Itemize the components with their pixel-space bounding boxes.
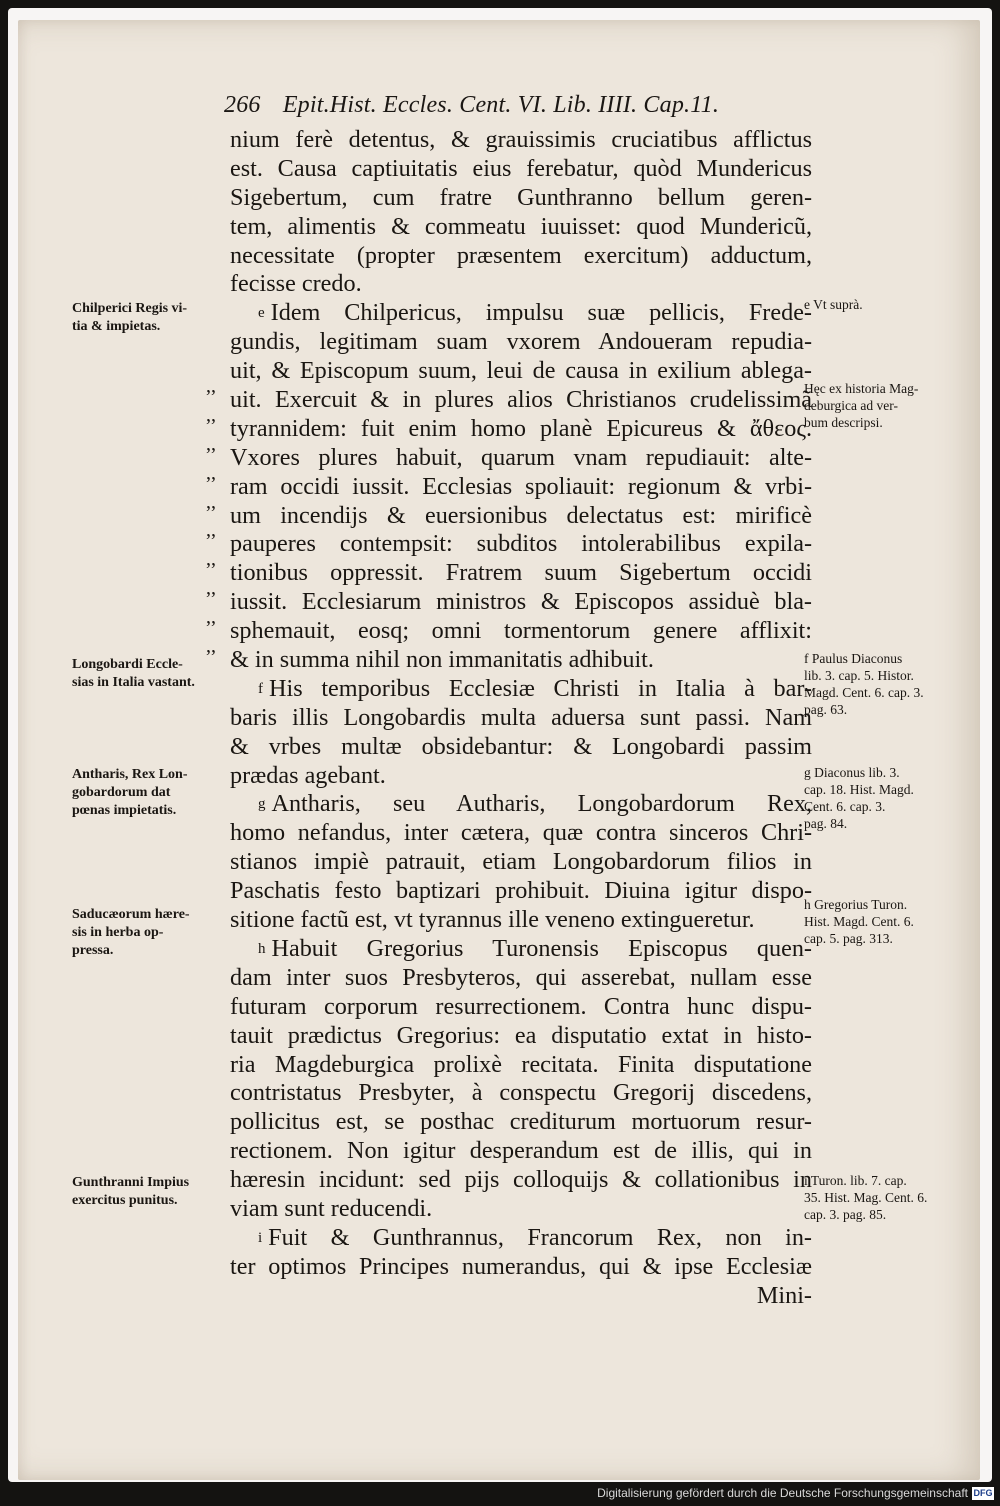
- line-text: sphemauit, eosq; omni tormentorum genere afflixit:: [230, 617, 812, 645]
- line-text: Paschatis festo baptizari prohibuit. Diuina igitur dispo-: [230, 877, 812, 905]
- text-line: [230, 1051, 812, 1080]
- margin-note-line: Gunthranni Impius: [72, 1175, 190, 1190]
- margin-note-line: Antharis, Rex Lon-: [72, 767, 188, 782]
- dfg-logo: DFG: [973, 1488, 993, 1498]
- right-margin-note: [804, 1172, 974, 1223]
- text-line: [230, 1224, 812, 1253]
- margin-note-line: Cent. 6. cap. 3.: [804, 799, 886, 814]
- text-line: [230, 906, 812, 935]
- quote-mark: ,,: [206, 548, 216, 571]
- text-line: [230, 502, 812, 531]
- running-header: [224, 92, 814, 126]
- text-line: [230, 1137, 812, 1166]
- line-text: & in summa nihil non immanitatis adhibuit.: [230, 646, 654, 674]
- text-line: [230, 473, 812, 502]
- margin-note-line: exercitus punitus.: [72, 1193, 178, 1208]
- quote-mark: ,,: [206, 519, 216, 542]
- text-line: [230, 704, 812, 733]
- line-text: rectionem. Non igitur desperandum est de illis, qui in: [230, 1137, 812, 1165]
- line-text: uit, & Episcopum suum, leui de causa in exilium ablega-: [230, 357, 812, 385]
- text-line: [230, 877, 812, 906]
- margin-note-line: Magd. Cent. 6. cap. 3.: [804, 685, 924, 700]
- margin-note-line: cap. 3. pag. 85.: [804, 1207, 887, 1222]
- quote-mark: ,,: [206, 403, 216, 426]
- line-text: Sigebertum, cum fratre Gunthranno bellum geren-: [230, 183, 812, 211]
- line-text: tauit prædictus Gregorius: ea disputatio extat in histo-: [230, 1021, 812, 1049]
- margin-note-line: Hist. Magd. Cent. 6.: [804, 914, 914, 929]
- footnote-letter: h: [258, 940, 266, 957]
- text-line: [230, 184, 812, 213]
- text-line: [230, 299, 812, 328]
- line-text: ter optimos Principes numerandus, qui & ipse Ecclesiæ: [230, 1252, 812, 1280]
- text-line: [230, 935, 812, 964]
- right-margin-note: [804, 650, 974, 718]
- left-margin-note: [72, 656, 232, 692]
- line-text: prædas agebant.: [230, 761, 386, 789]
- text-line: [230, 588, 812, 617]
- quotation-marks-column: [206, 372, 228, 661]
- text-line: [230, 357, 812, 386]
- text-line: [230, 1195, 812, 1224]
- margin-note-line: pœnas impietatis.: [72, 803, 177, 818]
- line-text: contristatus Presbyter, à conspectu Gregorij discedens,: [230, 1079, 812, 1107]
- margin-note-line: h Gregorius Turon.: [804, 897, 908, 912]
- text-line: [230, 790, 812, 819]
- text-line: [230, 1282, 812, 1311]
- line-text: Habuit Gregorius Turonensis Episcopus quen-: [271, 934, 812, 962]
- line-text: nium ferè detentus, & grauissimis cruciatibus afflictus: [230, 126, 812, 153]
- text-line: [230, 559, 812, 588]
- quote-mark: ,,: [206, 432, 216, 455]
- line-text: viam sunt reducendi.: [230, 1194, 433, 1222]
- text-line: [230, 415, 812, 444]
- text-line: [230, 964, 812, 993]
- text-line: [230, 444, 812, 473]
- text-line: [230, 1253, 812, 1282]
- text-line: [230, 733, 812, 762]
- right-margin-note: [804, 764, 974, 832]
- text-line: [230, 762, 812, 791]
- margin-note-line: g Diaconus lib. 3.: [804, 765, 900, 780]
- quote-mark: ,,: [206, 606, 216, 629]
- text-line: [230, 993, 812, 1022]
- line-text: ria Magdeburgica prolixè recitata. Finita disputatione: [230, 1050, 812, 1078]
- quote-mark: ,,: [206, 461, 216, 484]
- left-margin-note: [72, 766, 232, 820]
- line-text: hæresin incidunt: sed pijs colloquijs & collationibus in: [230, 1166, 812, 1194]
- margin-note-line: sias in Italia vastant.: [72, 675, 195, 690]
- funding-credit: Digitalisierung gefördert durch die Deutsche Forschungsgemeinschaft: [597, 1486, 968, 1500]
- margin-note-line: f Paulus Diaconus: [804, 651, 903, 666]
- margin-note-line: tia & impietas.: [72, 319, 161, 334]
- line-text: est. Causa captiuitatis eius ferebatur, quòd Mundericus: [230, 154, 812, 182]
- running-title: Epit.Hist. Eccles. Cent. VI. Lib. IIII. Cap.11.: [282, 92, 720, 118]
- text-line: [230, 213, 812, 242]
- left-margin-note: [72, 1174, 232, 1210]
- text-line: [230, 1022, 812, 1051]
- line-text: gundis, legitimam suam vxorem Andoueram repudia-: [230, 328, 812, 356]
- right-margin-note: [804, 896, 974, 947]
- margin-note-line: i Turon. lib. 7. cap.: [804, 1173, 907, 1188]
- line-text: Mini-: [756, 1281, 812, 1309]
- margin-note-line: e Vt suprà.: [804, 297, 863, 312]
- right-margin-note: [804, 380, 974, 431]
- text-line: [230, 530, 812, 559]
- text-line: [230, 848, 812, 877]
- margin-note-line: bum descripsi.: [804, 415, 883, 430]
- line-text: tyrannidem: fuit enim homo planè Epicureus & ἄθεος.: [230, 414, 812, 442]
- text-line: [230, 126, 812, 155]
- margin-note-line: Longobardi Eccle-: [72, 657, 183, 672]
- text-line: [230, 675, 812, 704]
- footnote-letter: i: [258, 1229, 263, 1246]
- line-text: His temporibus Ecclesiæ Christi in Italia à bar-: [269, 674, 812, 702]
- margin-note-line: pag. 84.: [804, 816, 848, 831]
- line-text: pauperes contempsit: subditos intolerabilibus expila-: [230, 530, 812, 558]
- footnote-letter: e: [258, 305, 265, 322]
- text-line: [230, 242, 812, 271]
- line-text: homo nefandus, inter cætera, quæ contra sinceros Chri-: [230, 819, 812, 847]
- quote-mark: ,,: [206, 375, 216, 397]
- line-text: um incendijs & euersionibus delectatus est: mirificè: [230, 501, 812, 529]
- text-line: [230, 819, 812, 848]
- line-text: ram occidi iussit. Ecclesias spoliauit: regionum & vrbi-: [230, 472, 812, 500]
- line-text: Antharis, seu Autharis, Longobardorum Rex,: [271, 790, 812, 818]
- text-line: [230, 1108, 812, 1137]
- footnote-letter: g: [258, 796, 266, 813]
- text-line: [230, 328, 812, 357]
- margin-note-line: sis in herba op-: [72, 925, 164, 940]
- right-margin-note: [804, 296, 974, 313]
- line-text: tionibus oppressit. Fratrem suum Sigebertum occidi: [230, 559, 812, 587]
- quote-mark: ,,: [206, 635, 216, 658]
- text-line: [230, 1166, 812, 1195]
- margin-note-line: lib. 3. cap. 5. Histor.: [804, 668, 914, 683]
- text-line: [230, 1079, 812, 1108]
- text-line: [230, 386, 812, 415]
- line-text: Idem Chilpericus, impulsu suæ pellicis, Frede-: [270, 299, 812, 327]
- quote-mark: ,,: [206, 577, 216, 600]
- line-text: necessitate (propter præsentem exercitum) adductum,: [230, 241, 812, 269]
- margin-note-line: Saducæorum hære-: [72, 907, 190, 922]
- margin-note-line: Hęc ex historia Mag-: [804, 381, 919, 396]
- line-text: sitione factũ est, vt tyrannus ille veneno extingueretur.: [230, 906, 755, 934]
- text-line: [230, 617, 812, 646]
- line-text: Fuit & Gunthrannus, Francorum Rex, non in-: [268, 1223, 812, 1251]
- line-text: Vxores plures habuit, quarum vnam repudiauit: alte-: [230, 443, 812, 471]
- footnote-letter: f: [258, 680, 263, 697]
- margin-note-line: cap. 5. pag. 313.: [804, 931, 893, 946]
- margin-note-line: gobardorum dat: [72, 785, 171, 800]
- main-text-block: [230, 126, 812, 1311]
- line-text: futuram corporum resurrectionem. Contra hunc dispu-: [230, 992, 812, 1020]
- line-text: iussit. Ecclesiarum ministros & Episcopos assiduè bla-: [230, 588, 812, 616]
- left-margin-note: [72, 906, 232, 960]
- margin-note-line: 35. Hist. Mag. Cent. 6.: [804, 1190, 928, 1205]
- line-text: uit. Exercuit & in plures alios Christianos crudelissimã: [230, 386, 812, 414]
- margin-note-line: deburgica ad ver-: [804, 398, 898, 413]
- line-text: pollicitus est, se posthac crediturum mortuorum resur-: [230, 1108, 812, 1136]
- margin-note-line: cap. 18. Hist. Magd.: [804, 782, 914, 797]
- text-line: [230, 155, 812, 184]
- line-text: stianos impiè patrauit, etiam Longobardorum filios in: [230, 848, 812, 876]
- left-margin-note: [72, 300, 232, 336]
- line-text: & vrbes multæ obsidebantur: & Longobardi passim: [230, 732, 812, 760]
- line-text: dam inter suos Presbyteros, qui asserebat, nullam esse: [230, 963, 812, 991]
- text-line: [230, 646, 812, 675]
- line-text: tem, alimentis & commeatu iuuisset: quod Mundericũ,: [230, 212, 812, 240]
- margin-note-line: pag. 63.: [804, 702, 848, 717]
- page-number: 266: [224, 92, 261, 118]
- quote-mark: ,,: [206, 490, 216, 513]
- footer-bar: [0, 1482, 1000, 1506]
- line-text: baris illis Longobardis multa aduersa sunt passi. Nam: [230, 703, 812, 731]
- line-text: fecisse credo.: [230, 270, 362, 298]
- margin-note-line: pressa.: [72, 943, 114, 958]
- text-line: [230, 270, 812, 299]
- margin-note-line: Chilperici Regis vi-: [72, 301, 188, 316]
